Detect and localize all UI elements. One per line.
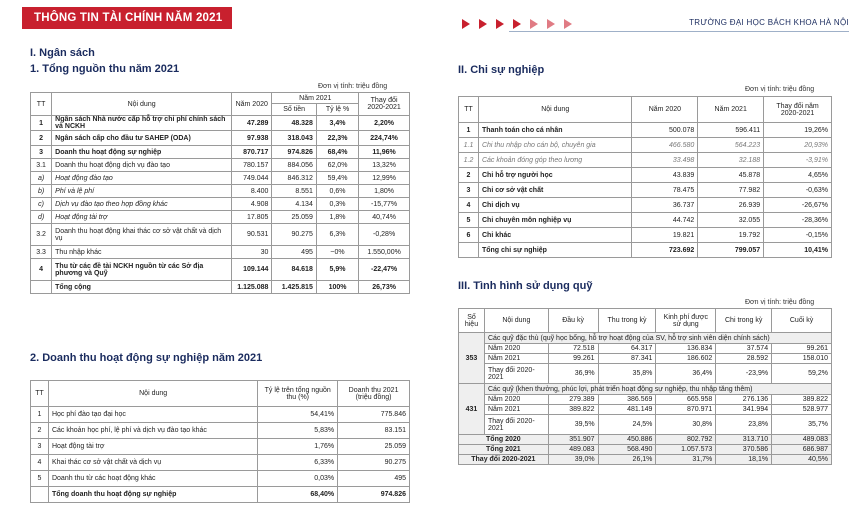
- table-row: [31, 423, 410, 439]
- cell-value: 313.710: [716, 435, 772, 445]
- col-ratio: Tỷ lệ %: [316, 104, 358, 116]
- cell-content: Chi hỗ trợ người học: [478, 168, 631, 183]
- table-row: [31, 281, 410, 294]
- cell-amount: 1.425.815: [272, 281, 316, 294]
- cell-ratio: 68,4%: [316, 146, 358, 159]
- cell-content: Các khoản đóng góp theo lương: [478, 153, 631, 168]
- cell-tt: 1.1: [459, 138, 479, 153]
- cell-tt: 5: [459, 213, 479, 228]
- operating-revenue-table: [30, 380, 410, 503]
- cell-tt: 2: [31, 423, 49, 439]
- table-row: [31, 116, 410, 131]
- cell-year-2020: 466.580: [632, 138, 698, 153]
- cell-label: Thay đổi 2020-2021: [484, 364, 548, 384]
- cell-tt: 4: [459, 198, 479, 213]
- cell-change: 224,74%: [359, 131, 410, 146]
- col-revenue: [338, 381, 410, 407]
- cell-label: Thay đổi 2020-2021: [484, 415, 548, 435]
- cell-value: 35,7%: [772, 415, 832, 435]
- cell-year-2020: 1.125.088: [232, 281, 272, 294]
- table-row: [459, 138, 832, 153]
- cell-value: 341.994: [716, 405, 772, 415]
- cell-value: 351.907: [548, 435, 598, 445]
- cell-label: Tổng 2020: [459, 435, 549, 445]
- section-revenue-heading: 1. Tổng nguồn thu năm 2021: [30, 63, 180, 75]
- col-change: Thay đổi 2020-2021: [359, 93, 410, 116]
- cell-value: 489.083: [548, 445, 598, 455]
- cell-ratio: 5,9%: [316, 259, 358, 281]
- cell-year-2020: 30: [232, 246, 272, 259]
- cell-value: 186.602: [656, 354, 716, 364]
- cell-year-2020: 90.531: [232, 224, 272, 246]
- revenue-header-label: Doanh thu 2021: [348, 386, 399, 394]
- cell-ratio: 22,3%: [316, 131, 358, 146]
- cell-value: 686.987: [772, 445, 832, 455]
- cell-change: 4,65%: [764, 168, 832, 183]
- cell-year-2020: 8.400: [232, 185, 272, 198]
- cell-year-2020: 43.839: [632, 168, 698, 183]
- cell-content: Tổng doanh thu hoạt động sự nghiệp: [48, 487, 257, 503]
- cell-tt: 1.2: [459, 153, 479, 168]
- cell-fund-title: Các quỹ (khen thưởng, phúc lợi, phát triển hoạt động sự nghiệp, thu nhập tăng thêm): [484, 384, 831, 395]
- cell-year-2020: 723.692: [632, 243, 698, 258]
- cell-content: Hoạt động đào tạo: [52, 172, 232, 185]
- cell-account: 353: [459, 333, 485, 384]
- table-row: [459, 354, 832, 364]
- cell-value: 136.834: [656, 344, 716, 354]
- col-inflow: Thu trong kỳ: [598, 309, 656, 333]
- cell-value: -23,9%: [716, 364, 772, 384]
- cell-change: -15,77%: [359, 198, 410, 211]
- cell-value: 72.518: [548, 344, 598, 354]
- page-title-band: THÔNG TIN TÀI CHÍNH NĂM 2021: [22, 7, 232, 29]
- table-row: [459, 415, 832, 435]
- col-ratio: Tỷ lệ trên tổng nguồn thu (%): [258, 381, 338, 407]
- cell-year-2020: 97.938: [232, 131, 272, 146]
- cell-year-2021: 32.188: [698, 153, 764, 168]
- total-row: [31, 487, 410, 503]
- cell-value: 64.317: [598, 344, 656, 354]
- arrow-icon: [496, 19, 504, 29]
- col-account: Số hiệu: [459, 309, 485, 333]
- table-row: [31, 172, 410, 185]
- cell-year-2020: 44.742: [632, 213, 698, 228]
- cell-year-2021: 26.939: [698, 198, 764, 213]
- cell-change: 2,20%: [359, 116, 410, 131]
- cell-ratio: 6,3%: [316, 224, 358, 246]
- table-row: [459, 213, 832, 228]
- table-row: [31, 185, 410, 198]
- cell-content: Ngân sách cấp cho đầu tư SAHEP (ODA): [52, 131, 232, 146]
- cell-value: 59,2%: [772, 364, 832, 384]
- arrow-icon: [564, 19, 572, 29]
- col-opening: Đầu kỳ: [548, 309, 598, 333]
- cell-value: 40,5%: [772, 455, 832, 465]
- col-change: Thay đổi năm 2020-2021: [764, 97, 832, 123]
- cell-tt: 2: [459, 168, 479, 183]
- revenue-header-unit: (triệu đồng): [355, 393, 392, 401]
- cell-content: Tổng cộng: [52, 281, 232, 294]
- cell-change: -0,28%: [359, 224, 410, 246]
- cell-tt: 3: [459, 183, 479, 198]
- expenditure-table: [458, 96, 832, 258]
- cell-change: -0,63%: [764, 183, 832, 198]
- cell-value: 568.490: [598, 445, 656, 455]
- total-row: [459, 435, 832, 445]
- cell-content: Hoạt động tài trợ: [52, 211, 232, 224]
- cell-value: 99.261: [548, 354, 598, 364]
- cell-ratio: 62,0%: [316, 159, 358, 172]
- arrow-icon: [513, 19, 521, 29]
- total-row: [459, 455, 832, 465]
- cell-year-2020: 36.737: [632, 198, 698, 213]
- cell-amount: 4.134: [272, 198, 316, 211]
- cell-content: Thu nhập khác: [52, 246, 232, 259]
- arrow-icon: [547, 19, 555, 29]
- cell-tt: 4: [31, 259, 52, 281]
- cell-ratio: 0,03%: [258, 471, 338, 487]
- col-outflow: Chi trong kỳ: [716, 309, 772, 333]
- col-budget: Kinh phí được sử dụng: [656, 309, 716, 333]
- cell-value: 665.958: [656, 395, 716, 405]
- cell-ratio: 1,76%: [258, 439, 338, 455]
- cell-value: 158.010: [772, 354, 832, 364]
- table-row: [459, 198, 832, 213]
- cell-revenue: 495: [338, 471, 410, 487]
- university-name: TRƯỜNG ĐẠI HỌC BÁCH KHOA HÀ NỘI: [689, 18, 849, 27]
- cell-change: -22,47%: [359, 259, 410, 281]
- cell-tt: 3: [31, 439, 49, 455]
- cell-value: 24,5%: [598, 415, 656, 435]
- header-divider: [509, 31, 849, 32]
- cell-tt: 1: [31, 407, 49, 423]
- col-content: Nội dung: [484, 309, 548, 333]
- section-operating-revenue-heading: 2. Doanh thu hoạt động sự nghiệp năm 2021: [30, 352, 263, 364]
- table-row: [31, 211, 410, 224]
- cell-year-2021: 77.982: [698, 183, 764, 198]
- col-content: Nội dung: [478, 97, 631, 123]
- cell-change: 19,26%: [764, 123, 832, 138]
- arrow-icon: [462, 19, 470, 29]
- cell-amount: 318.043: [272, 131, 316, 146]
- table-row: [31, 259, 410, 281]
- cell-tt: a): [31, 172, 52, 185]
- cell-tt: 5: [31, 471, 49, 487]
- cell-value: 39,5%: [548, 415, 598, 435]
- cell-value: 99.261: [772, 344, 832, 354]
- cell-year-2021: 32.055: [698, 213, 764, 228]
- cell-tt: 1: [31, 116, 52, 131]
- cell-content: Ngân sách Nhà nước cấp hỗ trợ chi phí chính sách và NCKH: [52, 116, 232, 131]
- col-tt: TT: [31, 381, 49, 407]
- cell-change: 13,32%: [359, 159, 410, 172]
- cell-content: Chi dịch vụ: [478, 198, 631, 213]
- cell-tt: 2: [31, 131, 52, 146]
- table-row: [31, 471, 410, 487]
- col-amount: Số tiền: [272, 104, 316, 116]
- cell-value: 37.574: [716, 344, 772, 354]
- table-row: [459, 228, 832, 243]
- cell-ratio: 100%: [316, 281, 358, 294]
- cell-value: 36,9%: [548, 364, 598, 384]
- cell-label: Năm 2020: [484, 344, 548, 354]
- col-content: Nội dung: [48, 381, 257, 407]
- cell-content: Chi chuyên môn nghiệp vụ: [478, 213, 631, 228]
- cell-content: Chi thu nhập cho cán bộ, chuyên gia: [478, 138, 631, 153]
- cell-year-2021: 45.878: [698, 168, 764, 183]
- cell-content: Dịch vụ đào tạo theo hợp đồng khác: [52, 198, 232, 211]
- cell-value: 18,1%: [716, 455, 772, 465]
- cell-value: 31,7%: [656, 455, 716, 465]
- cell-tt: 4: [31, 455, 49, 471]
- cell-ratio: 59,4%: [316, 172, 358, 185]
- cell-content: Doanh thu hoạt động khai thác cơ sở vật chất và dịch vụ: [52, 224, 232, 246]
- table-row: [31, 224, 410, 246]
- cell-year-2020: 500.078: [632, 123, 698, 138]
- cell-ratio: 6,33%: [258, 455, 338, 471]
- cell-amount: 495: [272, 246, 316, 259]
- cell-change: 1,80%: [359, 185, 410, 198]
- table-row: [459, 395, 832, 405]
- decorative-arrows: [462, 19, 572, 29]
- cell-change: 12,99%: [359, 172, 410, 185]
- cell-content: Doanh thu từ các hoạt động khác: [48, 471, 257, 487]
- cell-tt: 3.1: [31, 159, 52, 172]
- cell-ratio: 0,3%: [316, 198, 358, 211]
- col-content: Nội dung: [52, 93, 232, 116]
- cell-content: Chi cơ sở vật chất: [478, 183, 631, 198]
- cell-change: 20,93%: [764, 138, 832, 153]
- table-row: [31, 407, 410, 423]
- table-row: [459, 168, 832, 183]
- table-row: [459, 405, 832, 415]
- cell-value: 489.083: [772, 435, 832, 445]
- cell-tt: 3.3: [31, 246, 52, 259]
- unit-note: Đơn vị tính: triệu đồng: [745, 86, 815, 93]
- total-row: [459, 445, 832, 455]
- arrow-icon: [530, 19, 538, 29]
- cell-value: 276.136: [716, 395, 772, 405]
- col-year-2021: Năm 2021: [272, 93, 359, 104]
- cell-label: Năm 2020: [484, 395, 548, 405]
- table-row: [31, 159, 410, 172]
- cell-year-2020: 33.498: [632, 153, 698, 168]
- cell-value: 30,8%: [656, 415, 716, 435]
- cell-year-2021: 564.223: [698, 138, 764, 153]
- cell-change: -26,67%: [764, 198, 832, 213]
- col-closing: Cuối kỳ: [772, 309, 832, 333]
- unit-note: Đơn vị tính: triệu đồng: [318, 83, 388, 90]
- cell-revenue: 83.151: [338, 423, 410, 439]
- cell-year-2020: 780.157: [232, 159, 272, 172]
- cell-year-2020: 749.044: [232, 172, 272, 185]
- cell-change: 26,73%: [359, 281, 410, 294]
- cell-value: 279.389: [548, 395, 598, 405]
- col-year-2020: Năm 2020: [632, 97, 698, 123]
- cell-ratio: 1,8%: [316, 211, 358, 224]
- cell-label: Năm 2021: [484, 405, 548, 415]
- cell-content: Thu từ các đề tài NCKH nguồn từ các Sở địa phương và Quỹ: [52, 259, 232, 281]
- cell-tt: [31, 281, 52, 294]
- cell-content: Học phí đào tạo đại học: [48, 407, 257, 423]
- cell-value: 450.886: [598, 435, 656, 445]
- section-expenditure-heading: II. Chi sự nghiệp: [458, 64, 545, 76]
- cell-ratio: 0,6%: [316, 185, 358, 198]
- cell-ratio: 68,40%: [258, 487, 338, 503]
- cell-content: Chi khác: [478, 228, 631, 243]
- funds-table: [458, 308, 832, 465]
- cell-revenue: 775.846: [338, 407, 410, 423]
- cell-ratio: 3,4%: [316, 116, 358, 131]
- section-budget-heading: I. Ngân sách: [30, 47, 95, 59]
- cell-value: 87.341: [598, 354, 656, 364]
- cell-amount: 84.618: [272, 259, 316, 281]
- cell-change: -0,15%: [764, 228, 832, 243]
- cell-revenue: 974.826: [338, 487, 410, 503]
- cell-year-2021: 799.057: [698, 243, 764, 258]
- cell-ratio: 5,83%: [258, 423, 338, 439]
- fund-title-row: [459, 333, 832, 344]
- cell-fund-title: Các quỹ đặc thù (quỹ học bổng, hỗ trợ hoạt động của SV, hỗ trợ sinh viên diện chính sách): [484, 333, 831, 344]
- cell-value: 389.822: [548, 405, 598, 415]
- col-year-2020: Năm 2020: [232, 93, 272, 116]
- cell-revenue: 90.275: [338, 455, 410, 471]
- cell-amount: 90.275: [272, 224, 316, 246]
- cell-ratio: 54,41%: [258, 407, 338, 423]
- cell-year-2021: 596.411: [698, 123, 764, 138]
- cell-content: Thanh toán cho cá nhân: [478, 123, 631, 138]
- cell-value: 802.792: [656, 435, 716, 445]
- cell-tt: b): [31, 185, 52, 198]
- cell-year-2020: 19.821: [632, 228, 698, 243]
- cell-amount: 25.059: [272, 211, 316, 224]
- cell-content: Doanh thu hoạt động sự nghiệp: [52, 146, 232, 159]
- col-year-2021: Năm 2021: [698, 97, 764, 123]
- table-row: [31, 131, 410, 146]
- cell-year-2020: 4.908: [232, 198, 272, 211]
- table-row: [31, 439, 410, 455]
- cell-change: 11,96%: [359, 146, 410, 159]
- cell-value: 370.586: [716, 445, 772, 455]
- cell-value: 481.149: [598, 405, 656, 415]
- cell-amount: 884.056: [272, 159, 316, 172]
- cell-content: Khai thác cơ sở vật chất và dịch vụ: [48, 455, 257, 471]
- cell-value: 389.822: [772, 395, 832, 405]
- table-row: [459, 183, 832, 198]
- col-tt: TT: [459, 97, 479, 123]
- table-row: [459, 344, 832, 354]
- section-funds-heading: III. Tình hình sử dụng quỹ: [458, 280, 593, 292]
- cell-value: 35,8%: [598, 364, 656, 384]
- table-row: [459, 243, 832, 258]
- cell-amount: 846.312: [272, 172, 316, 185]
- table-row: [459, 364, 832, 384]
- table-row: [31, 455, 410, 471]
- cell-value: 36,4%: [656, 364, 716, 384]
- cell-tt: d): [31, 211, 52, 224]
- fund-title-row: [459, 384, 832, 395]
- cell-year-2021: 19.792: [698, 228, 764, 243]
- cell-label: Năm 2021: [484, 354, 548, 364]
- cell-value: 28.592: [716, 354, 772, 364]
- col-tt: TT: [31, 93, 52, 116]
- cell-amount: 974.826: [272, 146, 316, 159]
- cell-change: 40,74%: [359, 211, 410, 224]
- cell-account: 431: [459, 384, 485, 435]
- cell-year-2020: 78.475: [632, 183, 698, 198]
- cell-label: Tổng 2021: [459, 445, 549, 455]
- cell-label: Thay đổi 2020-2021: [459, 455, 549, 465]
- table-row: [31, 198, 410, 211]
- cell-content: Doanh thu hoạt động dịch vụ đào tạo: [52, 159, 232, 172]
- cell-year-2020: 109.144: [232, 259, 272, 281]
- cell-content: Các khoản học phí, lệ phí và dịch vụ đào tạo khác: [48, 423, 257, 439]
- cell-content: Phí và lệ phí: [52, 185, 232, 198]
- cell-value: 386.569: [598, 395, 656, 405]
- cell-revenue: 25.059: [338, 439, 410, 455]
- cell-change: 10,41%: [764, 243, 832, 258]
- cell-tt: 1: [459, 123, 479, 138]
- revenue-table: [30, 92, 410, 294]
- cell-value: 39,0%: [548, 455, 598, 465]
- cell-value: 1.057.573: [656, 445, 716, 455]
- cell-year-2020: 870.717: [232, 146, 272, 159]
- unit-note: Đơn vị tính: triệu đồng: [745, 299, 815, 306]
- cell-value: 528.977: [772, 405, 832, 415]
- cell-tt: [459, 243, 479, 258]
- arrow-icon: [479, 19, 487, 29]
- cell-value: 23,8%: [716, 415, 772, 435]
- cell-value: 26,1%: [598, 455, 656, 465]
- cell-value: 870.971: [656, 405, 716, 415]
- cell-ratio: ~0%: [316, 246, 358, 259]
- cell-change: -28,36%: [764, 213, 832, 228]
- cell-change: 1.550,00%: [359, 246, 410, 259]
- cell-amount: 8.551: [272, 185, 316, 198]
- table-row: [459, 153, 832, 168]
- cell-content: Hoạt động tài trợ: [48, 439, 257, 455]
- cell-tt: 3.2: [31, 224, 52, 246]
- cell-change: -3,91%: [764, 153, 832, 168]
- cell-year-2020: 17.805: [232, 211, 272, 224]
- cell-tt: c): [31, 198, 52, 211]
- cell-tt: 6: [459, 228, 479, 243]
- cell-tt: 3: [31, 146, 52, 159]
- table-row: [459, 123, 832, 138]
- cell-tt: [31, 487, 49, 503]
- table-row: [31, 246, 410, 259]
- table-row: [31, 146, 410, 159]
- cell-year-2020: 47.289: [232, 116, 272, 131]
- cell-content: Tổng chi sự nghiệp: [478, 243, 631, 258]
- cell-amount: 48.328: [272, 116, 316, 131]
